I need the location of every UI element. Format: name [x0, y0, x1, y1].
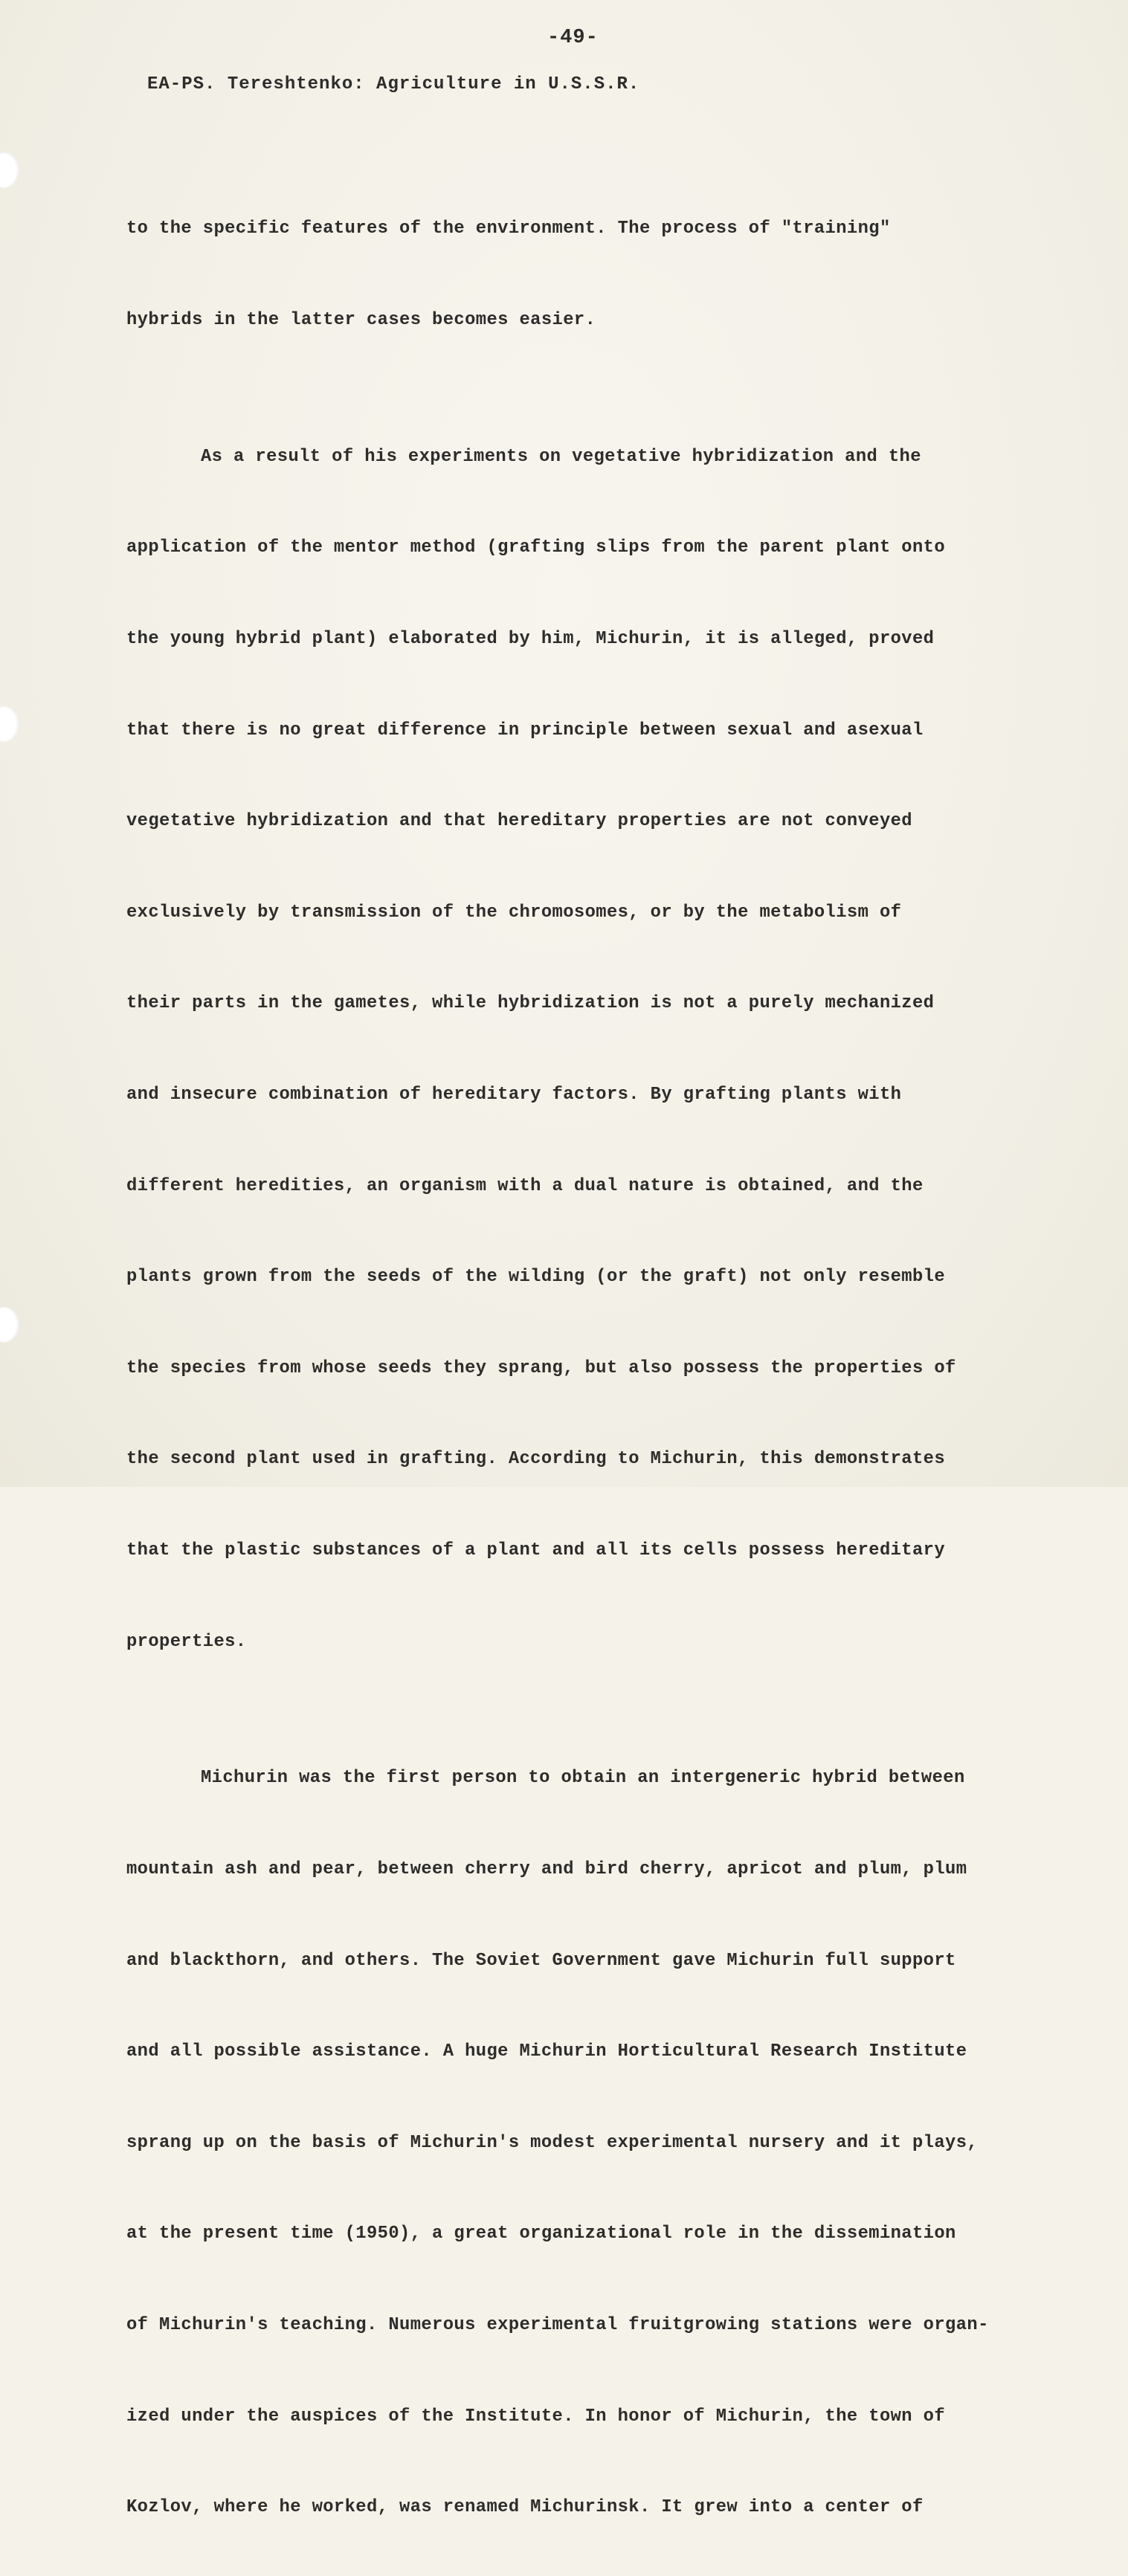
text-line: and blackthorn, and others. The Soviet Government gave Michurin full support — [126, 1950, 956, 1971]
text-line: that the plastic substances of a plant and all its cells possess hereditary — [126, 1540, 946, 1560]
text-line: and all possible assistance. A huge Michurin Horticultural Research Institute — [126, 2041, 967, 2062]
text-line: properties. — [126, 1631, 247, 1652]
paragraph-3 — [126, 1710, 1041, 2576]
text-line: mountain ash and pear, between cherry and bird cherry, apricot and plum, plum — [126, 1859, 967, 1879]
paragraph-1 — [126, 161, 1041, 388]
text-line: exclusively by transmission of the chromosomes, or by the metabolism of — [126, 902, 902, 923]
text-line: Michurin was the first person to obtain an intergeneric hybrid between — [201, 1768, 965, 1789]
text-line: the second plant used in grafting. According to Michurin, this demonstrates — [126, 1449, 946, 1470]
text-line: As a result of his experiments on vegetative hybridization and the — [201, 446, 921, 467]
text-line: to the specific features of the environment. The process of "training" — [126, 219, 891, 239]
text-line: vegetative hybridization and that hereditary properties are not conveyed — [126, 811, 912, 832]
text-line: the young hybrid plant) elaborated by him, Michurin, it is alleged, proved — [126, 628, 935, 649]
text-line: ized under the auspices of the Institute. In honor of Michurin, the town of — [126, 2406, 946, 2427]
text-line: their parts in the gametes, while hybridization is not a purely mechanized — [126, 993, 935, 1014]
paragraph-2 — [126, 388, 1041, 1710]
text-line: plants grown from the seeds of the wilding (or the graft) not only resemble — [126, 1267, 946, 1288]
text-line: Kozlov, where he worked, was renamed Michurinsk. It grew into a center of — [126, 2497, 924, 2518]
document-header: EA-PS. Tereshtenko: Agriculture in U.S.S.R. — [147, 74, 640, 94]
text-line: hybrids in the latter cases becomes easier. — [126, 309, 596, 330]
text-line: of Michurin's teaching. Numerous experimental fruitgrowing stations were organ- — [126, 2314, 989, 2335]
punch-hole — [0, 706, 19, 742]
punch-hole — [0, 152, 19, 188]
text-line: that there is no great difference in principle between sexual and asexual — [126, 720, 924, 740]
text-line: and insecure combination of hereditary factors. By grafting plants with — [126, 1084, 902, 1105]
body-text — [126, 161, 1041, 2576]
text-line: the species from whose seeds they sprang, but also possess the properties of — [126, 1358, 956, 1378]
page-number: -49- — [547, 27, 599, 49]
text-line: application of the mentor method (grafting slips from the parent plant onto — [126, 538, 946, 558]
text-line: at the present time (1950), a great organizational role in the dissemination — [126, 2224, 956, 2244]
text-line: different heredities, an organism with a dual nature is obtained, and the — [126, 1175, 924, 1196]
punch-hole — [0, 1307, 19, 1343]
text-line: sprang up on the basis of Michurin's modest experimental nursery and it plays, — [126, 2132, 979, 2153]
